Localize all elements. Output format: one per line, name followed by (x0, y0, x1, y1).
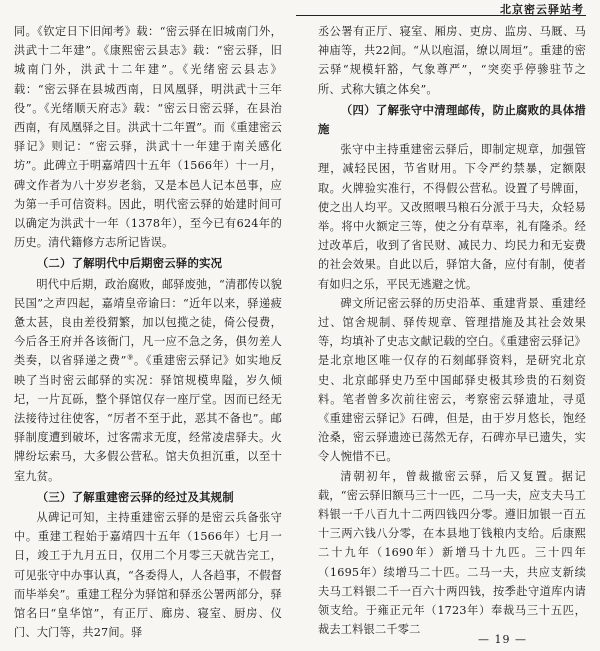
paragraph: 同。《钦定日下旧闻考》载：“密云驿在旧城南门外，洪武十二年建”。《康熙密云县志》载：“密云驿，旧城南门外，洪武十二年建”。《光绪密云县志》载：“密云驿在县城西南，日风凰驿，明洪武十三年役”。《光绪顺天府志》载：“密云日密云驿，在县治西南，有凤凰驿之目。洪武十二年置”。而《重建密云驿记》则记：“密云驿，洪武十一年建于南关感化坊”。此碑立于明嘉靖四十五年（1566年）十一月，碑文作者为八十岁岁老翁，又是本邑人记本邑事，应为第一手可信资料。因此，明代密云驿的始建时间可以确定为洪武十一年（1378年），至今已有624年的历史。清代籍修方志所记皆误。 (14, 25, 282, 250)
paragraph: 张守中主持重建密云驿后，即制定规章，加强管理，减轻民困，节省财用。下令严约禁暴，定额限取。火牌验实准行，不得假公营私。设置了号牌面，使之出人均平。又改照喂马粮石分派于马夫，众轻易举。将中火额定三等，使之分有草率，礼有隆杀。经过改革后，收到了省民财、减民力、均民力和无妄费的社会效果。自此以后，驿馆大备，应付有制，使者有如归之乐，平民无逃避之忧。 (318, 143, 586, 291)
paragraph: 从碑记可知，主持重建密云驿的是密云兵备张守中。重建工程始于嘉靖四十五年（1566年）七月一日，竣工于九月五日，仅用二个月零三天就告完工，可见张守中办事认真，“各委得人，人各趋事，不假督而毕举矣”。重建工程分为驿馆和驿丞公署两部分，驿馆名曰“皇华馆”，有正厅、廊房、寝室、厨房、仪门、大门等，共27间。驿 (14, 511, 282, 640)
section-heading: （二）了解明代中后期密云驿的实况 (36, 256, 223, 271)
section-heading: （三）了解重建密云驿的经过及其规制 (36, 489, 234, 504)
paragraph-text: 。《重建密云驿记》如实地反映了当时密云邮驿的实况：驿馆规模卑隘，岁久倾圮，一片瓦砾，整个驿馆仅存一座厅堂。因而已经无法接待过往使客，“厉者不至于此，恶其不备也”。邮驿制度遭到破坏，过客需求无度，经常凌虐驿夫。火牌纷坛索马，大多假公营私。馆夫负担沉重，以至十室九贫。 (14, 354, 282, 483)
running-title: 北京密云驿站考 (500, 3, 584, 16)
page-number: — 19 — (478, 633, 527, 646)
paragraph: 丞公署有正厅、寝室、厢房、吏房、监房、马厩、马神庙等，共22间。“从以庖湢，缭以周垣”。重建的密云驿“规模轩豁，气象尊严”，“突奕乎停骖驻节之所、式称大镇之体矣”。 (318, 25, 586, 96)
paragraph: 清朝初年，曾裁撤密云驿，后又复置。据记载，“密云驿旧额马三十一匹，二马一夫，应支夫马工料银一千八百九十二两四钱四分零。遵旧加银一百五十三两六钱八分零，在本县地丁钱粮内支给。后康熙二十九年（1690年）新增马十九匹。三十四年（1695年）续增马二十匹。二马一夫，共应支新续夫马工料银二千一百六十两四钱，按季赴守道库内请领支给。于雍正元年（1723年）奉裁马三十五匹，裁去工料银二千零二 (318, 469, 586, 637)
paragraph (14, 275, 282, 486)
footnote-marker: ⑨ (126, 353, 134, 362)
paragraph-text: 明代中后期，政治腐败，邮驿废弛，“清郡传以貌民国”之声四起，嘉靖皇帝谕曰：“近年以来，驿递疲惫太甚，良由差役猬繁，加以包揽之徒，倚公侵费，今后各王府并各该衙门，凡一应不急之务，俱勿差人类奏，以省驿递之费” (14, 277, 282, 368)
section-heading: （四）了解张守中清理邮传，防止腐败的具体措施 (318, 102, 586, 137)
running-header (0, 0, 600, 17)
left-column (14, 22, 282, 643)
paragraph: 碑文所记密云驿的历史沿革、重建背景、重建经过、馆舍规制、驿传规章、管理措施及其社会效果等，均填补了史志文献记载的空白。《重建密云驿记》是北京地区唯一仅存的石刻邮驿资料，是研究北京史、北京邮驿史乃至中国邮驿史极其珍贵的石刻资料。笔者曾多次前往密云，考察密云驿遗址，寻觅《重建密云驿记》石碑，但是，由于岁月悠长，饱经沧桑，密云驿遗迹已荡然无存，石碑亦早已遗失，实令人惋惜不已。 (318, 296, 586, 464)
right-column (318, 22, 586, 640)
